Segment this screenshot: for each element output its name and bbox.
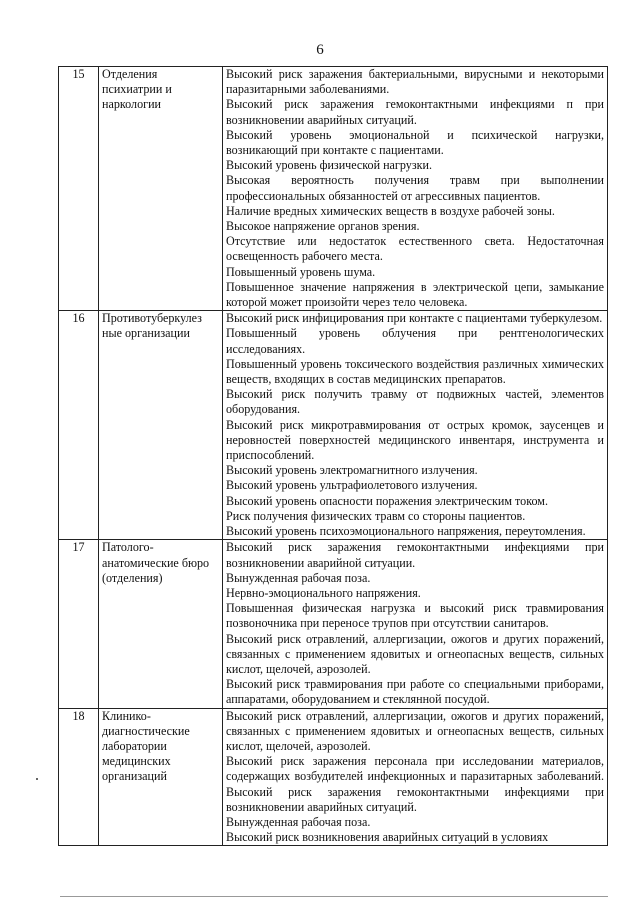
risk-item: Высокий риск инфицирования при контакте с пациентами туберкулезом. xyxy=(226,311,603,326)
risk-item: Вынужденная рабочая поза. xyxy=(226,570,371,585)
organization-name: Патолого-анатомические бюро (отделения) xyxy=(99,540,223,708)
risk-item: Высокий уровень физической нагрузки. xyxy=(226,158,432,173)
row-number: 15 xyxy=(59,67,99,311)
risk-list xyxy=(223,311,608,540)
risk-item: Высокий уровень психоэмоционального напряжения, переутомления. xyxy=(226,524,586,539)
risk-item: Высокий риск заражения гемоконтактными инфекциями при возникновении аварийной ситуации. xyxy=(226,540,604,570)
risk-list xyxy=(223,67,608,311)
risk-item: Высокий риск микротравмирования от острых кромок, заусенцев и неровностей поверхностей медицинского инвентаря, инструмента и приспособлений. xyxy=(226,417,604,463)
table-row xyxy=(59,67,608,311)
risk-item: Высокая вероятность получения травм при выполнении профессиональных обязанностей от агрессивных пациентов. xyxy=(226,173,604,203)
table-row xyxy=(59,311,608,540)
risk-item: Высокий уровень эмоциональной и психической нагрузки, возникающий при контакте с пациентами. xyxy=(226,127,604,158)
page-number: 6 xyxy=(316,42,324,58)
risk-item: Высокий риск возникновения аварийных ситуаций в условиях xyxy=(226,830,549,845)
organization-name: Отделения психиатрии и наркологии xyxy=(99,67,223,311)
risk-table-body xyxy=(59,67,608,846)
page-bottom-line xyxy=(60,896,608,897)
risk-item: Повышенный уровень облучения при рентгенологических исследованиях. xyxy=(226,326,604,356)
risk-item: Высокое напряжение органов зрения. xyxy=(226,219,420,234)
risk-item: Повышенное значение напряжения в электрической цепи, замыкание которой может произойти через тело человека. xyxy=(226,279,604,310)
risk-item: Повышенный уровень токсического воздействия различных химических веществ, входящих в состав медицинских препаратов. xyxy=(226,356,604,387)
risk-item: Риск получения физических травм со стороны пациентов. xyxy=(226,508,526,523)
risk-item: Отсутствие или недостаток естественного света. Недостаточная освещенность рабочего места. xyxy=(226,234,604,264)
risk-item: Высокий риск получить травму от подвижных частей, элементов оборудования. xyxy=(226,387,604,417)
risk-item: Высокий риск травмирования при работе со специальными приборами, аппаратами, оборудованием и стеклянной посудой. xyxy=(226,677,604,707)
risk-item: Высокий уровень опасности поражения электрическим током. xyxy=(226,493,548,508)
risk-item: Высокий уровень электромагнитного излучения. xyxy=(226,463,478,478)
risk-list xyxy=(223,708,608,846)
risk-item: Высокий риск заражения гемоконтактными инфекциями п при возникновении аварийных ситуаций. xyxy=(226,97,604,127)
row-number: 17 xyxy=(59,540,99,708)
risk-item: Высокий уровень ультрафиолетового излучения. xyxy=(226,478,478,493)
risk-item: Высокий риск заражения бактериальными, вирусными и некоторыми паразитарными заболеваниями. xyxy=(226,67,604,97)
risk-item: Наличие вредных химических веществ в воздухе рабочей зоны. xyxy=(226,203,555,218)
risk-list xyxy=(223,540,608,708)
risk-item: Высокий риск заражения персонала при исследовании материалов, содержащих возбудителей инфекционных и паразитарных заболеваний. Высокий риск заражения гемоконтактными инфекциями при возникновении аварийных ситуаций. xyxy=(226,754,604,814)
row-number: 16 xyxy=(59,311,99,540)
table-row xyxy=(59,540,608,708)
row-number: 18 xyxy=(59,708,99,846)
risk-table xyxy=(58,66,608,846)
risk-item: Нервно-эмоционального напряжения. xyxy=(226,585,421,600)
risk-item: Высокий риск отравлений, аллергизации, ожогов и других поражений, связанных с применением ядовитых и огнеопасных веществ, сильных кислот, щелочей, аэрозолей. xyxy=(226,708,604,753)
organization-name: Клинико-диагностические лаборатории медицинских организаций xyxy=(99,708,223,846)
risk-item: Повышенный уровень шума. xyxy=(226,264,376,279)
risk-item: Высокий риск отравлений, аллергизации, ожогов и других поражений, связанных с применением ядовитых и огнеопасных веществ, сильных кислот, щелочей, аэрозолей. xyxy=(226,631,604,676)
table-row xyxy=(59,708,608,846)
risk-item: Повышенная физическая нагрузка и высокий риск травмирования позвоночника при переносе трупов при отсутствии санитаров. xyxy=(226,601,604,631)
organization-name: Противотуберкулез ные организации xyxy=(99,311,223,540)
risk-item: Вынужденная рабочая поза. xyxy=(226,814,371,829)
margin-mark xyxy=(36,778,38,780)
